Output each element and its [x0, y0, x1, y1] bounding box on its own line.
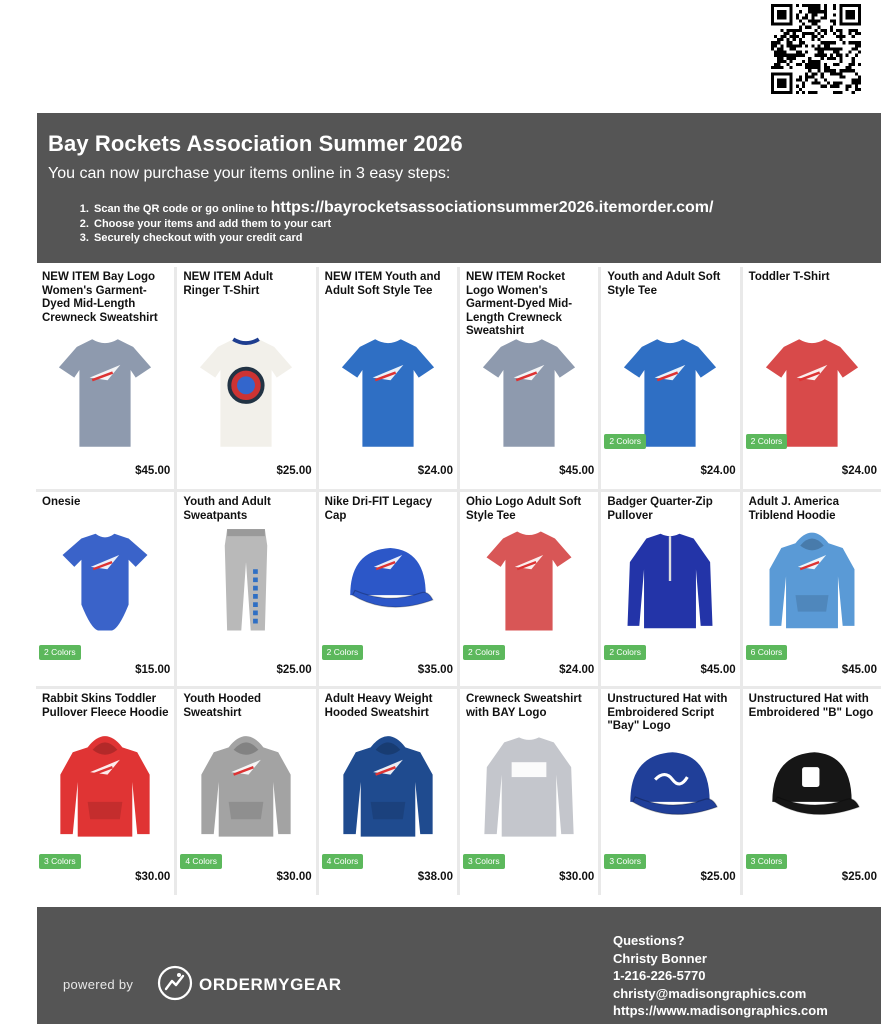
color-count-badge: 2 Colors — [746, 434, 788, 449]
product-grid — [36, 267, 881, 895]
product-name[interactable]: Youth Hooded Sweatshirt — [183, 693, 262, 719]
product-price: $45.00 — [135, 465, 171, 477]
contact-phone[interactable]: 1-216-226-5770 — [613, 968, 706, 983]
product-price: $24.00 — [841, 465, 877, 477]
product-price: $38.00 — [417, 871, 453, 883]
color-count-badge: 3 Colors — [463, 854, 505, 869]
product-name[interactable]: Nike Dri-FIT Legacy Cap — [324, 496, 433, 522]
product-name[interactable]: Ohio Logo Adult Soft Style Tee — [465, 496, 582, 522]
product-card[interactable] — [36, 492, 174, 686]
red-toddler-hoodie-icon[interactable] — [43, 725, 167, 849]
black-hat-b-icon[interactable] — [750, 725, 874, 849]
step-1-text: Scan the QR code or go online to — [94, 203, 268, 215]
color-count-badge: 3 Colors — [604, 854, 646, 869]
product-price: $30.00 — [276, 871, 312, 883]
product-card[interactable] — [177, 267, 315, 489]
product-card[interactable] — [319, 492, 457, 686]
product-card[interactable] — [460, 267, 598, 489]
product-price: $25.00 — [841, 871, 877, 883]
product-price: $45.00 — [559, 465, 595, 477]
product-card[interactable] — [177, 689, 315, 895]
product-card[interactable] — [601, 689, 739, 895]
steps-list — [92, 201, 713, 246]
footer — [37, 907, 881, 1024]
gray-crewneck-bay-icon[interactable] — [467, 725, 591, 849]
color-count-badge: 2 Colors — [604, 645, 646, 660]
product-price: $15.00 — [135, 664, 171, 676]
product-name[interactable]: Rabbit Skins Toddler Pullover Fleece Hoodie — [42, 693, 169, 719]
product-price: $30.00 — [135, 871, 171, 883]
gray-crewneck-sweatshirt-bay-icon[interactable] — [41, 329, 169, 457]
product-name[interactable]: NEW ITEM Bay Logo Women's Garment-Dyed Mid-Length Crewneck Sweatshirt — [42, 271, 158, 324]
product-name[interactable]: Adult J. America Triblend Hoodie — [748, 496, 839, 522]
product-price: $24.00 — [559, 664, 595, 676]
product-name[interactable]: Crewneck Sweatshirt with BAY Logo — [465, 693, 582, 719]
product-card[interactable] — [743, 689, 881, 895]
gray-sweatpants-icon[interactable] — [187, 522, 305, 640]
color-count-badge: 4 Colors — [322, 854, 364, 869]
product-card[interactable] — [319, 689, 457, 895]
contact-email[interactable]: christy@madisongraphics.com — [613, 985, 807, 1001]
product-price: $25.00 — [276, 664, 312, 676]
gray-crewneck-sweatshirt-rocket-icon[interactable] — [465, 329, 593, 457]
product-price: $25.00 — [700, 871, 736, 883]
product-name[interactable]: NEW ITEM Adult Ringer T-Shirt — [183, 271, 273, 297]
color-count-badge: 2 Colors — [322, 645, 364, 660]
blue-cap-icon[interactable] — [329, 522, 447, 640]
product-card[interactable] — [177, 492, 315, 686]
product-card[interactable] — [36, 267, 174, 489]
color-count-badge: 3 Colors — [39, 854, 81, 869]
color-count-badge: 2 Colors — [604, 434, 646, 449]
questions-label: Questions? — [613, 933, 685, 948]
contact-name: Christy Bonner — [613, 950, 707, 966]
product-price: $24.00 — [417, 465, 453, 477]
product-card[interactable] — [460, 689, 598, 895]
product-name[interactable]: Adult Heavy Weight Hooded Sweatshirt — [324, 693, 433, 719]
product-name[interactable]: NEW ITEM Rocket Logo Women's Garment-Dyed Mid-Length Crewneck Sweatshirt — [465, 271, 573, 337]
color-count-badge: 3 Colors — [746, 854, 788, 869]
product-name[interactable]: Youth and Adult Sweatpants — [183, 496, 271, 522]
product-card[interactable] — [743, 267, 881, 489]
powered-by-label: powered by — [63, 977, 134, 992]
navy-hoodie-icon[interactable] — [326, 725, 450, 849]
step-3: 3. Securely checkout with your credit card — [92, 231, 713, 246]
product-name[interactable]: Badger Quarter-Zip Pullover — [607, 496, 713, 522]
product-price: $30.00 — [559, 871, 595, 883]
blue-tshirt-bay-stars-icon[interactable] — [324, 329, 452, 457]
contact-info — [613, 932, 828, 1020]
product-price: $45.00 — [841, 664, 877, 676]
page-title: Bay Rockets Association Summer 2026 — [48, 131, 463, 156]
ordermygear-logo-icon — [157, 965, 193, 1001]
step-2: 2. Choose your items and add them to your cart — [92, 217, 713, 232]
store-url-link[interactable]: https://bayrocketsassociationsummer2026.itemorder.com/ — [270, 199, 714, 216]
gray-hoodie-icon[interactable] — [184, 725, 308, 849]
light-blue-hoodie-bay-icon[interactable] — [753, 522, 871, 640]
white-ringer-tshirt-icon[interactable] — [182, 329, 310, 457]
product-card[interactable] — [601, 267, 739, 489]
product-name[interactable]: Unstructured Hat with Embroidered Script "Bay" Logo — [607, 693, 728, 732]
product-card[interactable] — [601, 492, 739, 686]
product-name[interactable]: Toddler T-Shirt — [748, 271, 830, 283]
product-price: $24.00 — [700, 465, 736, 477]
product-card[interactable] — [319, 267, 457, 489]
product-card[interactable] — [460, 492, 598, 686]
product-price: $35.00 — [417, 664, 453, 676]
product-name[interactable]: NEW ITEM Youth and Adult Soft Style Tee — [324, 271, 441, 297]
product-name[interactable]: Youth and Adult Soft Style Tee — [607, 271, 721, 297]
product-price: $25.00 — [276, 465, 312, 477]
color-count-badge: 4 Colors — [180, 854, 222, 869]
color-count-badge: 2 Colors — [39, 645, 81, 660]
color-count-badge: 2 Colors — [463, 645, 505, 660]
color-count-badge: 6 Colors — [746, 645, 788, 660]
product-name[interactable]: Unstructured Hat with Embroidered "B" Logo — [748, 693, 874, 719]
navy-hat-script-bay-icon[interactable] — [608, 725, 732, 849]
product-name[interactable]: Onesie — [42, 496, 81, 508]
product-price: $45.00 — [700, 664, 736, 676]
blue-onesie-icon[interactable] — [46, 522, 164, 640]
page-subtitle: You can now purchase your items online in 3 easy steps: — [48, 165, 451, 182]
contact-website[interactable]: https://www.madisongraphics.com — [613, 1003, 828, 1018]
qr-code[interactable] — [771, 4, 861, 94]
blue-quarter-zip-icon[interactable] — [611, 522, 729, 640]
ordermygear-brand: ORDERMYGEAR — [199, 975, 342, 994]
product-card[interactable] — [36, 689, 174, 895]
red-tshirt-ohio-icon[interactable] — [470, 522, 588, 640]
header-banner — [37, 113, 881, 263]
step-1 — [92, 201, 713, 217]
product-card[interactable] — [743, 492, 881, 686]
